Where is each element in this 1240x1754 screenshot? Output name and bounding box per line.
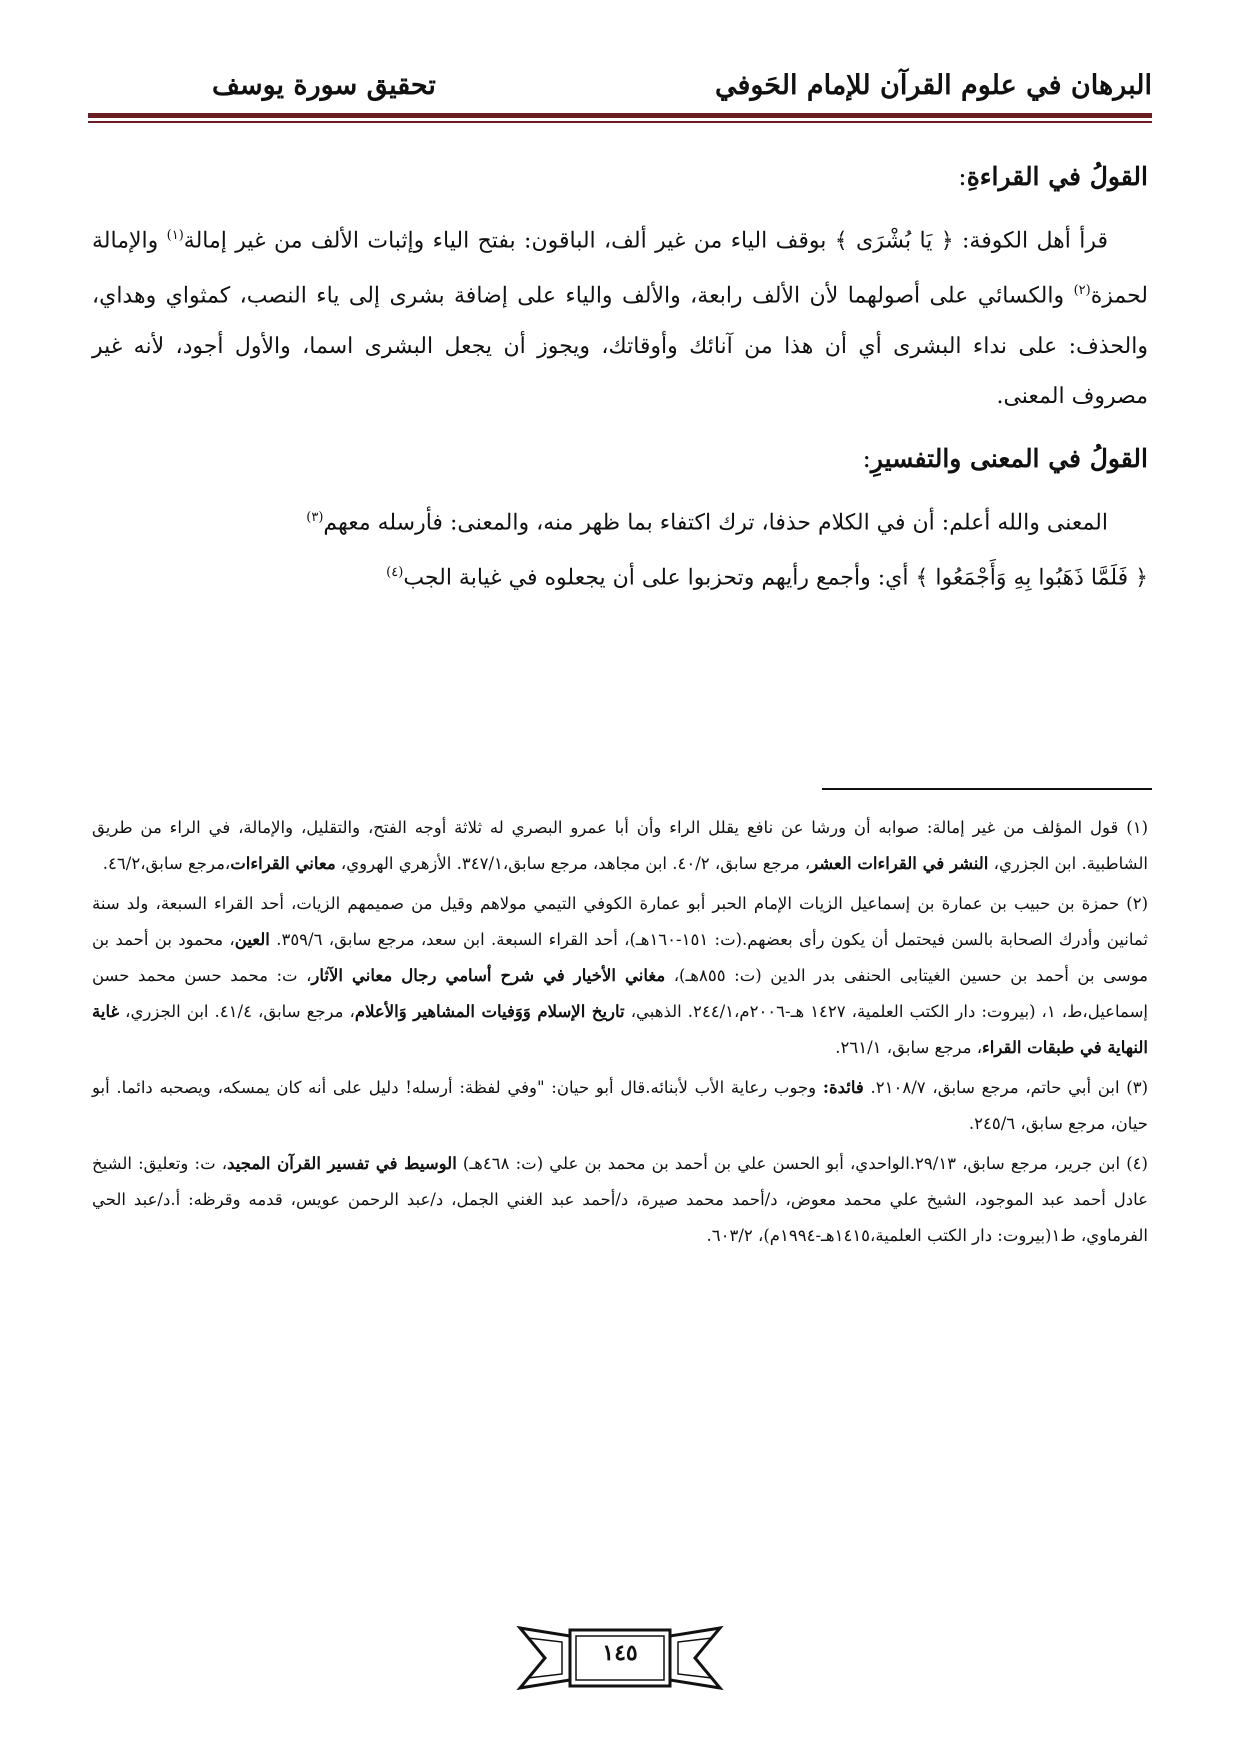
heading-meaning: القولُ في المعنى والتفسيرِ: — [862, 443, 1148, 473]
footnote-2: (٢) حمزة بن حبيب بن عمارة بن إسماعيل الزيات الإمام الحبر أبو عمارة الكوفي التيمي مولاهم وقيل من صميمهم الزيات، أحد القراء السبعة، ولد سنة ثمانين وأدرك الصحابة بالسن فيحتمل أن يكون رأى بعضهم.(ت: ١٥١-١٦٠هـ)، أحد القراء السبعة. ابن سعد، مرجع سابق، ٣٥٩/٦. العين، محمود بن أحمد بن موسى بن أحمد بن حسين الغيتابى الحنفى بدر الدين (ت: ٨٥٥هـ)، مغاني الأخيار في شرح أسامي رجال معاني الآثار، ت: محمد حسن محمد حسن إسماعيل،ط، ١، (بيروت: دار الكتب العلمية، ١٤٢٧ هـ-٢٠٠٦م،٢٤٤/١. الذهبي، تاريخ الإسلام وَوَفيات المشاهير وَالأعلام، مرجع سابق، ٤١/٤. ابن الجزري، غاية النهاية في طبقات القراء، مرجع سابق، ٢٦١/١. — [92, 894, 1149, 1057]
header-rule-thin — [88, 121, 1152, 123]
footnotes — [92, 810, 1148, 1258]
header-rule-thick — [88, 113, 1152, 118]
book-title: البرهان في علوم القرآن للإمام الحَوفي — [714, 70, 1152, 101]
paragraph-meaning: المعنى والله أعلم: أن في الكلام حذفا، ترك اكتفاء بما ظهر منه، والمعنى: فأرسله معهم$^{(٣)}$ ﴿ فَلَمَّا ذَهَبُوا بِهِ وَأَجْمَعُوا ﴾ أي: وأجمع رأيهم وتحزبوا على أن يجعلوه في غيابة الجب$^{(٤)}$ — [306, 509, 1148, 591]
footnote-ref-3[interactable]: (٣) — [306, 509, 324, 525]
running-header — [88, 70, 1152, 114]
section-title: تحقيق سورة يوسف — [212, 70, 436, 101]
page-number: ١٤٥ — [602, 1640, 638, 1666]
quran-verse: ﴿ يَا بُشْرَى ﴾ — [834, 228, 954, 254]
paragraph-reading: قرأ أهل الكوفة: ﴿ يَا بُشْرَى ﴾ بوقف الياء من غير ألف، الباقون: بفتح الياء وإثبات الألف من غير إمالة$^{(١)}$ والإمالة لحمزة$^{(٢)}$ والكسائي على أصولهما لأن الألف رابعة، والألف والياء على إضافة بشرى إلى ياء النصب، كمثواي وهداي، والحذف: على نداء البشرى أي أن هذا من آنائك وأوقاتك، ويجوز أن يجعل البشرى اسما، والأول أجود، لأنه غير مصروف المعنى. — [92, 228, 1148, 409]
footnote-1: (١) قول المؤلف من غير إمالة: صوابه أن ورشا عن نافع يقلل الراء وأن أبا عمرو البصري له ثلاثة أوجه الفتح، والتقليل، والإمالة، في الراء من طريق الشاطبية. ابن الجزري، النشر في القراءات العشر، مرجع سابق، ٤٠/٢. ابن مجاهد، مرجع سابق،٣٤٧/١. الأزهري الهروي، معاني القراءات،مرجع سابق،٤٦/٢. — [92, 818, 1148, 873]
page-number-ornament — [510, 1608, 730, 1708]
quran-verse: ﴿ فَلَمَّا ذَهَبُوا بِهِ وَأَجْمَعُوا ﴾ — [915, 565, 1148, 591]
footnote-3: (٣) ابن أبي حاتم، مرجع سابق، ٢١٠٨/٧. فائدة: وجوب رعاية الأب لأبنائه.قال أبو حيان: "وفي لفظة: أرسله! دليل على أنه كان يمسكه، ويصحبه دائما. أبو حيان، مرجع سابق، ٢٤٥/٦. — [92, 1078, 1149, 1133]
footnote-4: (٤) ابن جرير، مرجع سابق، ٢٩/١٣.الواحدي، أبو الحسن علي بن أحمد بن محمد بن علي (ت: ٤٦٨هـ) الوسيط في تفسير القرآن المجيد، ت: وتعليق: الشيخ عادل أحمد عبد الموجود، الشيخ علي محمد معوض، د/أحمد محمد صيرة، د/أحمد عبد الغني الجمل، د/عبد الرحمن عويس، قدمه وقرظه: أ.د/عبد الحي الفرماوي، ط١(بيروت: دار الكتب العلمية،١٤١٥هـ-١٩٩٤م)، ٦٠٣/٢. — [92, 1154, 1148, 1245]
footnote-separator — [822, 788, 1152, 790]
heading-reading: القولُ في القراءةِ: — [958, 162, 1148, 191]
footnote-ref-4[interactable]: (٤) — [386, 564, 404, 580]
footnote-ref-2[interactable]: (٢) — [1073, 283, 1091, 299]
footnote-ref-1[interactable]: (١) — [166, 228, 184, 243]
main-text — [92, 140, 1148, 615]
